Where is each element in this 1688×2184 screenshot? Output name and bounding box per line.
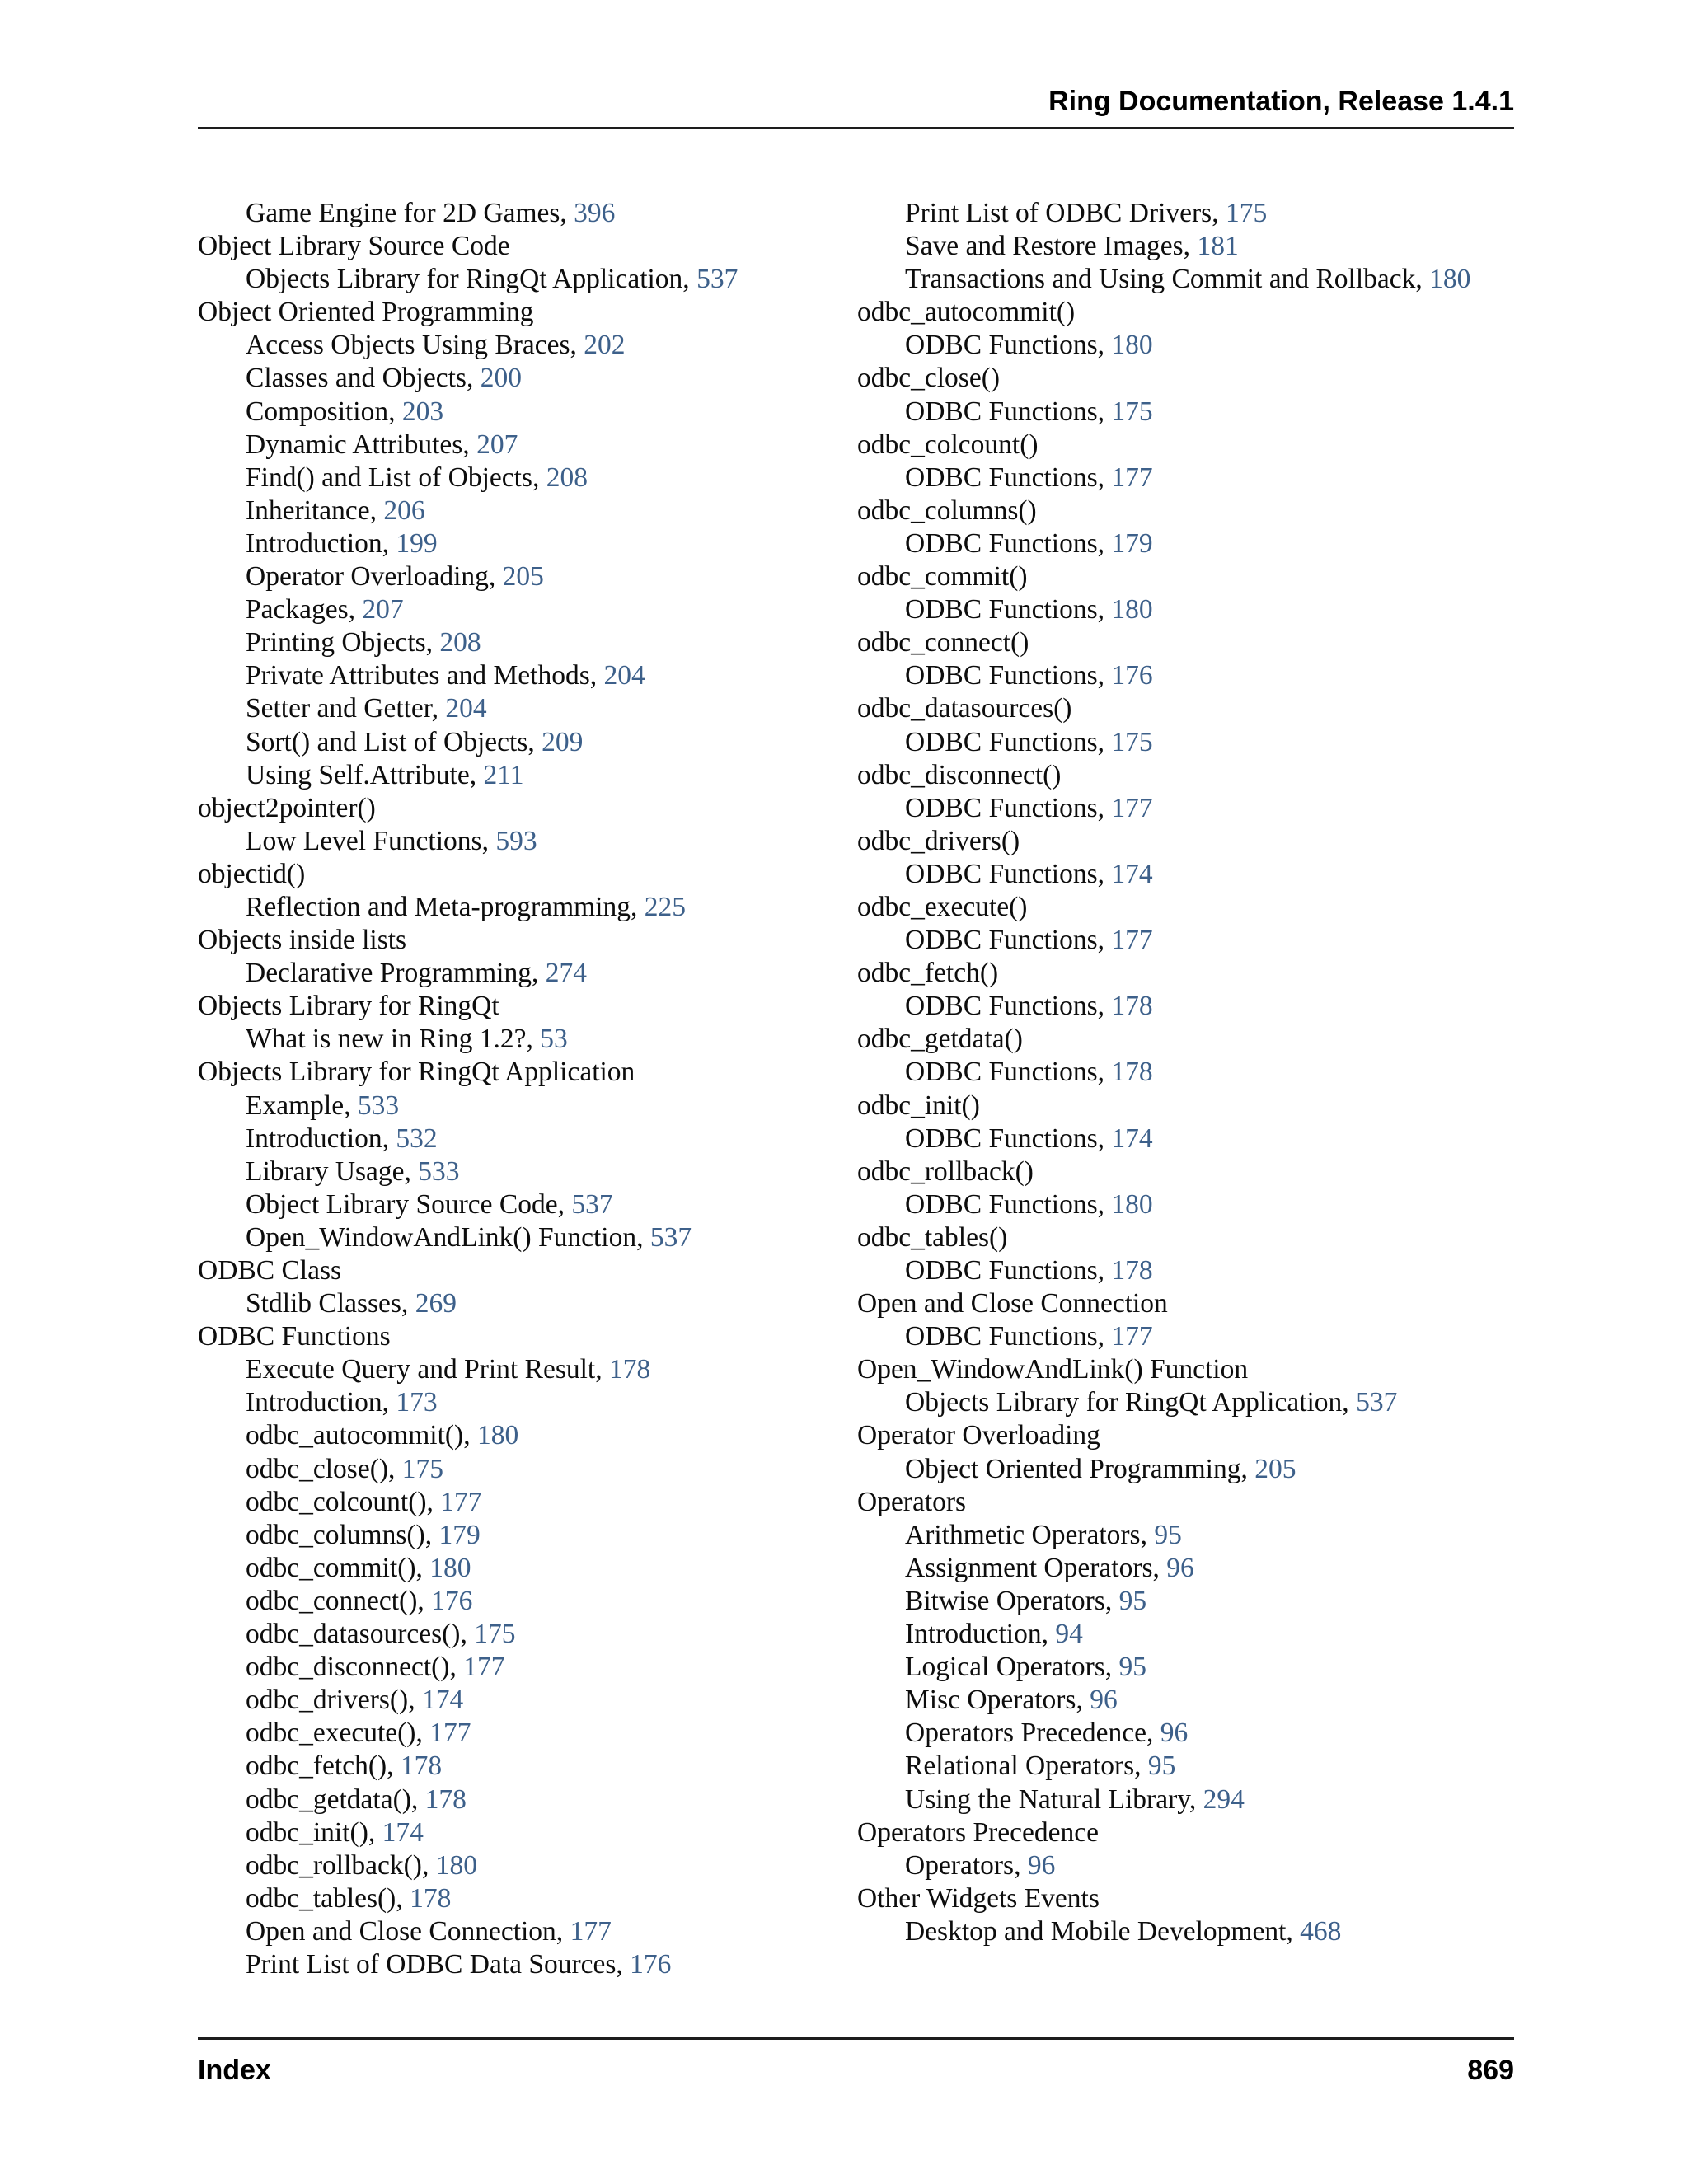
index-entry <box>857 1651 1517 1684</box>
index-entry <box>857 1056 1517 1089</box>
index-entry <box>198 1188 832 1221</box>
index-entry <box>857 1717 1517 1750</box>
index-entry-text: Operators, <box>905 1849 1028 1881</box>
index-entry-page-link[interactable]: 269 <box>415 1288 457 1319</box>
index-entry-text: Object Oriented Programming <box>198 297 534 328</box>
index-entry <box>857 1849 1517 1882</box>
index-entry-text: ODBC Functions, <box>905 462 1112 493</box>
index-entry-text: Introduction, <box>246 1122 396 1154</box>
index-entry-text: Packages, <box>246 594 363 626</box>
index-entry <box>857 1486 1517 1519</box>
index-entry-page-link[interactable]: 173 <box>396 1387 438 1418</box>
index-entry <box>198 957 832 990</box>
index-entry <box>857 858 1517 891</box>
index-entry-text: Operators <box>857 1486 967 1517</box>
index-entry-text: Sort() and List of Objects, <box>246 726 542 757</box>
index-entry-text: Reflection and Meta-programming, <box>246 891 645 922</box>
index-entry-page-link[interactable]: 537 <box>649 1221 692 1253</box>
index-entry <box>198 626 832 659</box>
index-entry <box>857 1386 1517 1419</box>
index-entry <box>198 1221 832 1254</box>
index-entry-text: Setter and Getter, <box>246 693 446 724</box>
index-entry-text: Inheritance, <box>246 494 384 526</box>
index-entry-text: ODBC Functions, <box>905 792 1112 823</box>
index-entry <box>857 1552 1517 1585</box>
index-entry-text: Introduction, <box>246 527 396 559</box>
index-entry-page-link[interactable]: 179 <box>438 1519 481 1550</box>
index-entry-page-link[interactable]: 95 <box>1154 1519 1182 1550</box>
index-entry <box>198 1849 832 1882</box>
index-entry <box>857 1783 1517 1816</box>
index-entry <box>198 924 832 957</box>
index-entry <box>857 1750 1517 1783</box>
footer-section-label: Index <box>198 2055 271 2086</box>
index-entry-text: odbc_getdata() <box>857 1024 1023 1055</box>
index-entry-page-link[interactable]: 175 <box>1225 198 1268 228</box>
index-entry <box>857 726 1517 759</box>
index-entry-text: ODBC Functions, <box>905 925 1112 956</box>
index-entry <box>857 1453 1517 1486</box>
index-entry-page-link[interactable]: 177 <box>1111 925 1153 956</box>
index-entry-text: odbc_execute() <box>857 891 1028 922</box>
index-entry <box>198 1122 832 1155</box>
index-entry-text: odbc_autocommit(), <box>246 1420 477 1451</box>
index-entry <box>857 230 1517 263</box>
index-entry <box>198 726 832 759</box>
index-entry-text: Low Level Functions, <box>246 825 496 856</box>
index-entry <box>198 329 832 362</box>
index-entry <box>857 1287 1517 1320</box>
index-entry-text: ODBC Functions, <box>905 1122 1112 1154</box>
index-entry-page-link[interactable]: 175 <box>1111 726 1153 757</box>
footer-rule <box>198 2037 1514 2040</box>
index-entry <box>198 1717 832 1750</box>
index-entry <box>198 197 832 230</box>
index-entry-page-link[interactable]: 180 <box>476 1420 519 1451</box>
index-entry-text: Operator Overloading <box>857 1420 1100 1451</box>
index-entry-text: Classes and Objects, <box>246 363 481 394</box>
index-entry <box>857 362 1517 395</box>
index-entry-text: ODBC Functions <box>198 1321 391 1352</box>
index-entry-page-link[interactable]: 180 <box>1111 330 1153 361</box>
index-entry <box>857 1519 1517 1552</box>
index-entry-text: odbc_close(), <box>246 1453 402 1484</box>
index-entry <box>198 1090 832 1122</box>
index-entry <box>198 1386 832 1419</box>
index-entry <box>198 1320 832 1353</box>
index-entry-text: Private Attributes and Methods, <box>246 660 604 691</box>
index-entry <box>198 1750 832 1783</box>
index-entry-text: ODBC Functions, <box>905 527 1112 559</box>
index-entry-page-link[interactable]: 207 <box>476 429 518 460</box>
index-entry <box>198 692 832 725</box>
index-entry-page-link[interactable]: 174 <box>1111 1122 1153 1154</box>
index-entry-text: odbc_init(), <box>246 1816 382 1848</box>
index-entry-page-link[interactable]: 178 <box>608 1354 651 1385</box>
index-entry <box>857 692 1517 725</box>
index-entry <box>857 1585 1517 1618</box>
index-entry-page-link[interactable]: 180 <box>1111 594 1153 626</box>
index-entry-text: Operator Overloading, <box>246 561 503 593</box>
index-entry <box>198 1651 832 1684</box>
index-entry <box>857 1882 1517 1915</box>
index-entry-page-link[interactable]: 537 <box>571 1188 613 1220</box>
index-entry-page-link[interactable]: 176 <box>431 1585 473 1616</box>
index-entry-text: odbc_datasources(), <box>246 1619 475 1650</box>
index-entry-text: What is new in Ring 1.2?, <box>246 1024 541 1055</box>
index-entry <box>198 1486 832 1519</box>
index-entry-text: odbc_commit(), <box>246 1552 430 1583</box>
index-entry <box>857 593 1517 626</box>
index-entry-page-link[interactable]: 180 <box>435 1849 477 1881</box>
index-entry <box>857 924 1517 957</box>
index-entry <box>198 263 832 296</box>
index-entry <box>857 462 1517 494</box>
index-entry-page-link[interactable]: 208 <box>546 462 588 493</box>
index-entry-text: Objects Library for RingQt Application, <box>246 264 697 295</box>
index-entry <box>857 1254 1517 1287</box>
index-entry-text: odbc_colcount(), <box>246 1486 441 1517</box>
index-entry-text: ODBC Functions, <box>905 330 1112 361</box>
index-entry <box>857 1155 1517 1188</box>
index-entry <box>857 1618 1517 1651</box>
index-entry-page-link[interactable]: 179 <box>1111 527 1153 559</box>
index-entry-text: Library Usage, <box>246 1155 419 1187</box>
index-entry-text: Introduction, <box>246 1387 396 1418</box>
index-entry <box>857 527 1517 560</box>
index-entry-page-link[interactable]: 96 <box>1160 1718 1189 1749</box>
index-entry-text: Arithmetic Operators, <box>905 1519 1155 1550</box>
index-entry <box>857 197 1517 230</box>
index-entry <box>857 1122 1517 1155</box>
index-entry-page-link[interactable]: 177 <box>429 1718 471 1749</box>
index-entry-text: Printing Objects, <box>246 627 440 658</box>
index-entry-text: ODBC Functions, <box>905 1188 1112 1220</box>
index-entry-page-link[interactable]: 181 <box>1197 231 1239 262</box>
index-entry-text: Stdlib Classes, <box>246 1288 415 1319</box>
index-entry <box>857 759 1517 792</box>
index-entry-page-link[interactable]: 468 <box>1300 1915 1342 1947</box>
index-entry <box>198 1783 832 1816</box>
index-entry-text: odbc_getdata(), <box>246 1783 425 1815</box>
index-entry-page-link[interactable]: 95 <box>1147 1750 1176 1782</box>
index-entry <box>198 230 832 263</box>
index-entry-text: Open and Close Connection <box>857 1288 1168 1319</box>
index-entry-page-link[interactable]: 209 <box>542 726 584 757</box>
index-entry <box>857 494 1517 527</box>
index-entry <box>198 1353 832 1386</box>
index-entry-text: Using Self.Attribute, <box>246 759 484 790</box>
index-entry <box>198 792 832 825</box>
index-entry-text: ODBC Functions, <box>905 991 1112 1022</box>
index-entry-text: Open_WindowAndLink() Function <box>857 1354 1249 1385</box>
index-entry-text: ODBC Functions, <box>905 660 1112 691</box>
index-entry-page-link[interactable]: 208 <box>439 627 481 658</box>
index-entry-page-link[interactable]: 177 <box>1111 1321 1153 1352</box>
index-entry-text: ODBC Class <box>198 1255 342 1286</box>
index-entry <box>198 494 832 527</box>
index-entry <box>857 1353 1517 1386</box>
index-entry-page-link[interactable]: 178 <box>400 1750 443 1782</box>
index-entry-text: odbc_execute(), <box>246 1718 430 1749</box>
index-entry <box>198 1618 832 1651</box>
index-entry <box>857 659 1517 692</box>
index-entry-page-link[interactable]: 180 <box>1429 264 1471 295</box>
index-entry-text: Print List of ODBC Data Sources, <box>246 1948 631 1980</box>
index-entry <box>198 1915 832 1948</box>
index-entry-text: odbc_disconnect(), <box>246 1652 464 1683</box>
index-entry <box>198 1419 832 1452</box>
index-entry <box>198 1585 832 1618</box>
index-entry <box>857 263 1517 296</box>
index-entry-text: Object Oriented Programming, <box>905 1453 1255 1484</box>
index-entry-text: Open and Close Connection, <box>246 1915 570 1947</box>
index-entry <box>198 1519 832 1552</box>
index-entry-page-link[interactable]: 204 <box>445 693 487 724</box>
index-entry <box>198 990 832 1023</box>
index-entry-text: Print List of ODBC Drivers, <box>905 198 1226 228</box>
index-entry-page-link[interactable]: 199 <box>396 527 438 559</box>
index-entry-page-link[interactable]: 205 <box>1254 1453 1296 1484</box>
index-entry-page-link[interactable]: 180 <box>1111 1188 1153 1220</box>
index-entry-text: odbc_datasources() <box>857 693 1072 724</box>
index-column-left <box>198 197 832 1981</box>
index-entry <box>857 825 1517 858</box>
index-entry-text: ODBC Functions, <box>905 1057 1112 1088</box>
index-entry <box>857 792 1517 825</box>
index-entry <box>198 396 832 429</box>
index-entry-text: odbc_connect() <box>857 627 1029 658</box>
index-entry <box>857 1320 1517 1353</box>
index-entry <box>198 429 832 462</box>
index-entry <box>857 626 1517 659</box>
index-entry-text: odbc_drivers(), <box>246 1685 422 1716</box>
index-entry <box>857 1915 1517 1948</box>
index-entry-text: Desktop and Mobile Development, <box>905 1915 1301 1947</box>
index-entry-text: ODBC Functions, <box>905 396 1112 427</box>
index-entry-page-link[interactable]: 593 <box>495 825 537 856</box>
index-entry <box>198 1056 832 1089</box>
index-entry-page-link[interactable]: 176 <box>1111 660 1153 691</box>
index-entry <box>198 560 832 593</box>
index-entry <box>857 1816 1517 1849</box>
index-entry <box>198 1453 832 1486</box>
index-entry-text: odbc_connect(), <box>246 1585 432 1616</box>
index-entry-text: Operators Precedence <box>857 1816 1099 1848</box>
index-entry-text: odbc_fetch(), <box>246 1750 401 1782</box>
index-entry-text: odbc_autocommit() <box>857 297 1076 328</box>
index-entry-page-link[interactable]: 175 <box>474 1619 516 1650</box>
index-entry-page-link[interactable]: 178 <box>424 1783 467 1815</box>
index-entry-text: Dynamic Attributes, <box>246 429 477 460</box>
index-entry-page-link[interactable]: 178 <box>1111 991 1153 1022</box>
index-entry <box>857 1419 1517 1452</box>
index-entry-page-link[interactable]: 174 <box>1111 858 1153 889</box>
index-entry-page-link[interactable]: 537 <box>696 264 738 295</box>
index-entry-text: Example, <box>246 1090 358 1121</box>
index-entry-page-link[interactable]: 211 <box>483 759 524 790</box>
index-entry-page-link[interactable]: 202 <box>584 330 626 361</box>
page-header-title: Ring Documentation, Release 1.4.1 <box>1048 86 1514 117</box>
index-entry <box>198 1948 832 1981</box>
index-entry <box>198 1684 832 1717</box>
index-entry-page-link[interactable]: 532 <box>396 1122 438 1154</box>
index-entry-text: Object Library Source Code, <box>246 1188 572 1220</box>
index-entry <box>198 1882 832 1915</box>
index-entry <box>198 1155 832 1188</box>
index-entry <box>198 825 832 858</box>
index-entry <box>198 891 832 924</box>
index-entry-page-link[interactable]: 200 <box>480 363 522 394</box>
index-entry <box>857 957 1517 990</box>
index-entry-page-link[interactable]: 94 <box>1055 1619 1083 1650</box>
index-entry-page-link[interactable]: 178 <box>1111 1057 1153 1088</box>
index-entry <box>857 990 1517 1023</box>
index-entry-text: objectid() <box>198 858 306 889</box>
index-entry <box>198 593 832 626</box>
index-entry-page-link[interactable]: 205 <box>502 561 544 593</box>
index-entry-page-link[interactable]: 96 <box>1090 1685 1118 1716</box>
index-entry-text: Open_WindowAndLink() Function, <box>246 1221 650 1253</box>
index-entry-text: Objects Library for RingQt Application <box>198 1057 635 1088</box>
index-entry <box>857 1221 1517 1254</box>
index-entry-text: Access Objects Using Braces, <box>246 330 584 361</box>
index-entry-text: Declarative Programming, <box>246 958 546 989</box>
index-entry-page-link[interactable]: 175 <box>401 1453 444 1484</box>
index-entry-page-link[interactable]: 177 <box>570 1915 612 1947</box>
index-entry-text: Misc Operators, <box>905 1685 1090 1716</box>
index-entry <box>198 858 832 891</box>
index-entry-text: Introduction, <box>905 1619 1056 1650</box>
index-entry <box>198 1254 832 1287</box>
index-entry-text: Transactions and Using Commit and Rollback, <box>905 264 1430 295</box>
index-entry-page-link[interactable]: 174 <box>421 1685 464 1716</box>
index-entry-page-link[interactable]: 178 <box>410 1882 452 1914</box>
index-entry <box>198 462 832 494</box>
index-entry-text: odbc_rollback(), <box>246 1849 436 1881</box>
footer-page-number: 869 <box>1467 2055 1514 2086</box>
index-entry-page-link[interactable]: 95 <box>1118 1585 1147 1616</box>
index-entry-page-link[interactable]: 53 <box>540 1024 568 1055</box>
index-entry-page-link[interactable]: 294 <box>1203 1783 1245 1815</box>
index-entry-text: odbc_columns(), <box>246 1519 439 1550</box>
index-entry <box>857 396 1517 429</box>
index-entry-page-link[interactable]: 204 <box>603 660 645 691</box>
index-entry-text: odbc_fetch() <box>857 958 999 989</box>
index-entry-text: Execute Query and Print Result, <box>246 1354 609 1385</box>
index-entry-text: odbc_close() <box>857 363 1001 394</box>
index-entry-text: ODBC Functions, <box>905 594 1112 626</box>
index-entry-page-link[interactable]: 178 <box>1111 1255 1153 1286</box>
index-entry-text: Find() and List of Objects, <box>246 462 546 493</box>
index-entry-page-link[interactable]: 176 <box>630 1948 672 1980</box>
index-entry-page-link[interactable]: 274 <box>545 958 587 989</box>
index-entry-text: Bitwise Operators, <box>905 1585 1119 1616</box>
index-entry-text: odbc_rollback() <box>857 1155 1034 1187</box>
index-entry-page-link[interactable]: 207 <box>362 594 404 626</box>
index-entry-page-link[interactable]: 203 <box>401 396 444 427</box>
index-entry <box>857 1188 1517 1221</box>
index-entry-page-link[interactable]: 533 <box>357 1090 400 1121</box>
index-entry <box>857 1023 1517 1056</box>
index-entry <box>198 527 832 560</box>
index-entry-page-link[interactable]: 177 <box>1111 462 1153 493</box>
index-entry <box>857 296 1517 329</box>
index-entry <box>857 429 1517 462</box>
header-rule <box>198 127 1514 129</box>
index-entry-text: Objects inside lists <box>198 925 407 956</box>
index-entry-text: Game Engine for 2D Games, <box>246 198 574 228</box>
index-entry-page-link[interactable]: 96 <box>1027 1849 1056 1881</box>
index-entry-page-link[interactable]: 174 <box>382 1816 424 1848</box>
index-column-right <box>857 197 1517 1948</box>
index-entry-text: ODBC Functions, <box>905 1321 1112 1352</box>
index-entry-text: Logical Operators, <box>905 1652 1119 1683</box>
index-entry <box>857 1090 1517 1122</box>
index-entry-page-link[interactable]: 206 <box>383 494 425 526</box>
index-entry-text: ODBC Functions, <box>905 726 1112 757</box>
index-entry <box>198 759 832 792</box>
index-entry <box>198 659 832 692</box>
index-entry-page-link[interactable]: 225 <box>644 891 686 922</box>
index-entry-text: ODBC Functions, <box>905 1255 1112 1286</box>
index-entry <box>857 891 1517 924</box>
index-entry-page-link[interactable]: 396 <box>574 198 616 228</box>
index-entry <box>198 1287 832 1320</box>
index-entry-page-link[interactable]: 177 <box>1111 792 1153 823</box>
index-entry-text: Using the Natural Library, <box>905 1783 1203 1815</box>
index-entry-page-link[interactable]: 533 <box>418 1155 460 1187</box>
index-entry-text: odbc_tables() <box>857 1221 1008 1253</box>
index-entry-text: Save and Restore Images, <box>905 231 1198 262</box>
index-entry <box>198 1023 832 1056</box>
index-entry <box>198 296 832 329</box>
index-entry-page-link[interactable]: 177 <box>440 1486 482 1517</box>
index-entry-text: odbc_disconnect() <box>857 759 1062 790</box>
index-entry-page-link[interactable]: 177 <box>463 1652 505 1683</box>
index-entry-text: Operators Precedence, <box>905 1718 1160 1749</box>
index-entry-page-link[interactable]: 96 <box>1166 1552 1194 1583</box>
index-entry-text: Object Library Source Code <box>198 231 510 262</box>
index-entry-text: odbc_columns() <box>857 494 1037 526</box>
index-entry-text: Other Widgets Events <box>857 1882 1100 1914</box>
index-entry-text: Composition, <box>246 396 402 427</box>
index-entry <box>857 1684 1517 1717</box>
index-entry-text: ODBC Functions, <box>905 858 1112 889</box>
index-entry-text: odbc_drivers() <box>857 825 1020 856</box>
index-entry-text: object2pointer() <box>198 792 376 823</box>
index-entry-page-link[interactable]: 95 <box>1118 1652 1147 1683</box>
index-entry <box>198 1552 832 1585</box>
index-entry-text: odbc_tables(), <box>246 1882 410 1914</box>
index-entry-text: odbc_colcount() <box>857 429 1039 460</box>
index-entry-text: Relational Operators, <box>905 1750 1148 1782</box>
index-entry-page-link[interactable]: 537 <box>1356 1387 1398 1418</box>
index-entry-text: odbc_init() <box>857 1090 980 1121</box>
index-entry-text: odbc_commit() <box>857 561 1028 593</box>
index-entry <box>198 362 832 395</box>
index-entry-text: Objects Library for RingQt <box>198 991 499 1022</box>
index-entry <box>857 329 1517 362</box>
index-entry <box>857 560 1517 593</box>
index-entry <box>198 1816 832 1849</box>
index-entry-text: Assignment Operators, <box>905 1552 1167 1583</box>
index-entry-page-link[interactable]: 180 <box>429 1552 471 1583</box>
index-entry-text: Objects Library for RingQt Application, <box>905 1387 1357 1418</box>
index-entry-page-link[interactable]: 175 <box>1111 396 1153 427</box>
